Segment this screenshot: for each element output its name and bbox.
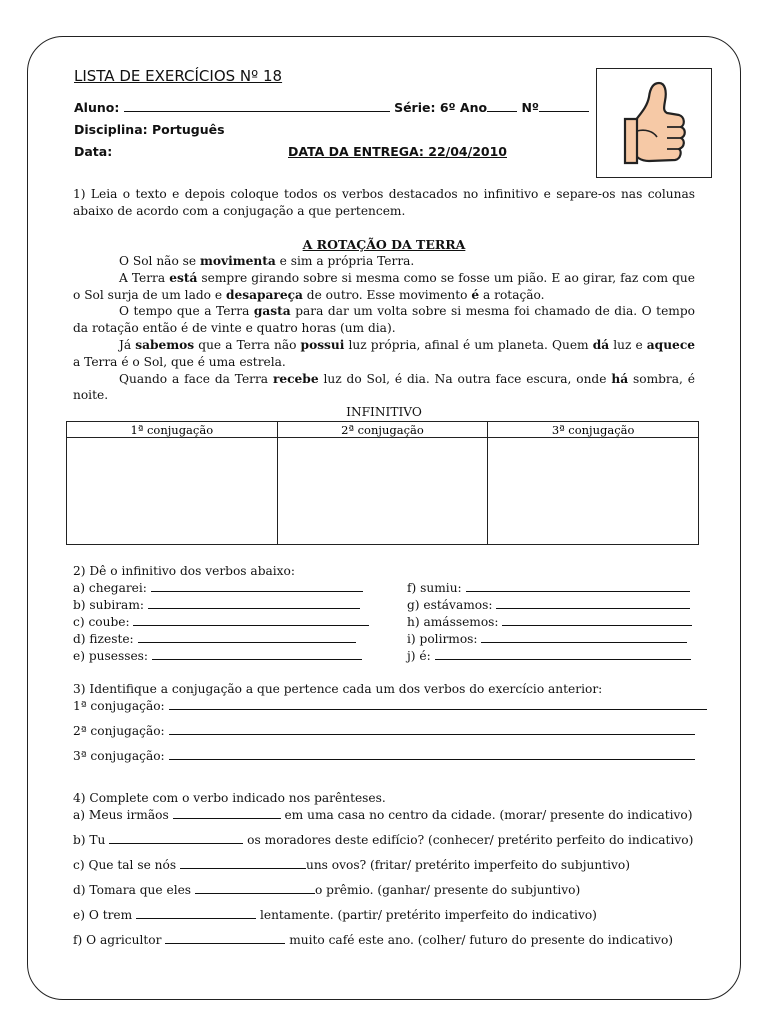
conjugation-table bbox=[66, 421, 699, 545]
text-paragraph: O tempo que a Terra gasta para dar um volta sobre si mesma foi chamado de dia. O tempo da rotação então é de vinte e quatro horas (um dia). bbox=[73, 304, 695, 336]
answer-line[interactable] bbox=[466, 581, 690, 592]
serie-label: Série: 6º Ano bbox=[394, 100, 488, 115]
answer-line[interactable] bbox=[165, 933, 285, 944]
q3-item bbox=[73, 698, 707, 714]
q2-item bbox=[407, 580, 690, 596]
text-paragraph: A Terra está sempre girando sobre si mesma como se fosse um pião. E ao girar, faz com que o Sol surja de um lado e desapareça de outro. Esse movimento é a rotação. bbox=[73, 270, 695, 302]
numero-label: Nº bbox=[521, 100, 539, 115]
q2-item bbox=[73, 648, 362, 664]
answer-line[interactable] bbox=[151, 581, 363, 592]
student-row bbox=[74, 100, 589, 115]
q4-suffix: lentamente. (partir/ pretérito imperfeito do indicativo) bbox=[259, 908, 597, 922]
q3-label: 2ª conjugação: bbox=[73, 724, 165, 738]
disciplina-row bbox=[74, 122, 225, 137]
column-1-area[interactable] bbox=[67, 438, 278, 545]
column-header-2: 2ª conjugação bbox=[277, 422, 488, 438]
disciplina-label: Disciplina: bbox=[74, 122, 148, 137]
answer-line[interactable] bbox=[502, 615, 692, 626]
q4-prefix: c) Que tal se nós bbox=[73, 858, 177, 872]
q3-label: 3ª conjugação: bbox=[73, 749, 165, 763]
column-2-area[interactable] bbox=[277, 438, 488, 545]
q4-suffix: uns ovos? (fritar/ pretérito imperfeito do subjuntivo) bbox=[305, 858, 630, 872]
answer-line[interactable] bbox=[138, 632, 356, 643]
delivery-date: DATA DA ENTREGA: 22/04/2010 bbox=[288, 144, 507, 159]
answer-line[interactable] bbox=[152, 649, 362, 660]
numero-field[interactable] bbox=[539, 100, 589, 112]
q2-label: c) coube: bbox=[73, 615, 130, 629]
data-label: Data: bbox=[74, 144, 113, 159]
thumbs-up-icon bbox=[597, 69, 711, 177]
q2-item bbox=[407, 614, 692, 630]
answer-line[interactable] bbox=[169, 749, 695, 760]
answer-line[interactable] bbox=[133, 615, 369, 626]
q4-item bbox=[73, 907, 597, 923]
q2-item bbox=[407, 631, 687, 647]
q2-label: a) chegarei: bbox=[73, 581, 147, 595]
q4-prefix: a) Meus irmãos bbox=[73, 808, 169, 822]
q3-item bbox=[73, 723, 695, 739]
aluno-field[interactable] bbox=[124, 100, 390, 112]
answer-line[interactable] bbox=[180, 858, 306, 869]
answer-line[interactable] bbox=[136, 908, 256, 919]
q2-label: i) polirmos: bbox=[407, 632, 478, 646]
q4-suffix: os moradores deste edifício? (conhecer/ pretérito perfeito do indicativo) bbox=[247, 833, 694, 847]
q4-item bbox=[73, 832, 693, 848]
answer-line[interactable] bbox=[148, 598, 360, 609]
answer-line[interactable] bbox=[173, 808, 281, 819]
q4-suffix: muito café este ano. (colher/ futuro do presente do indicativo) bbox=[289, 933, 674, 947]
q2-item bbox=[73, 597, 360, 613]
q4-suffix: em uma casa no centro da cidade. (morar/ presente do indicativo) bbox=[284, 808, 693, 822]
answer-line[interactable] bbox=[481, 632, 687, 643]
q3-label: 1ª conjugação: bbox=[73, 699, 165, 713]
answer-line[interactable] bbox=[169, 699, 707, 710]
q2-label: e) pusesses: bbox=[73, 649, 149, 663]
text-title: A ROTAÇÃO DA TERRA bbox=[302, 237, 466, 252]
q3-item bbox=[73, 748, 695, 764]
answer-line[interactable] bbox=[109, 833, 243, 844]
q4-instruction: 4) Complete com o verbo indicado nos parênteses. bbox=[73, 791, 386, 805]
q2-label: b) subiram: bbox=[73, 598, 144, 612]
q2-label: d) fizeste: bbox=[73, 632, 134, 646]
q2-item bbox=[73, 614, 369, 630]
reading-text bbox=[73, 253, 695, 404]
text-paragraph: Quando a face da Terra recebe luz do Sol, é dia. Na outra face escura, onde há sombra, é noite. bbox=[73, 371, 695, 403]
q2-label: f) sumiu: bbox=[407, 581, 462, 595]
q3-instruction: 3) Identifique a conjugação a que pertence cada um dos verbos do exercício anterior: bbox=[73, 682, 603, 696]
column-header-3: 3ª conjugação bbox=[488, 422, 699, 438]
aluno-label: Aluno: bbox=[74, 100, 120, 115]
column-header-1: 1ª conjugação bbox=[67, 422, 278, 438]
q2-label: h) amássemos: bbox=[407, 615, 499, 629]
q4-item bbox=[73, 807, 693, 823]
q4-prefix: f) O agricultor bbox=[73, 933, 162, 947]
q4-suffix: o prêmio. (ganhar/ presente do subjuntivo) bbox=[314, 883, 581, 897]
text-paragraph: O Sol não se movimenta e sim a própria Terra. bbox=[119, 254, 415, 268]
answer-line[interactable] bbox=[435, 649, 691, 660]
q2-item bbox=[407, 597, 690, 613]
thumbnail-frame bbox=[596, 68, 712, 178]
text-paragraph: Já sabemos que a Terra não possui luz própria, afinal é um planeta. Quem dá luz e aquece a Terra é o Sol, que é uma estrela. bbox=[73, 337, 695, 369]
disciplina-value: Português bbox=[152, 122, 225, 137]
q4-prefix: b) Tu bbox=[73, 833, 106, 847]
q2-label: j) é: bbox=[407, 649, 431, 663]
q2-item bbox=[407, 648, 691, 664]
column-3-area[interactable] bbox=[488, 438, 699, 545]
q4-item bbox=[73, 857, 630, 873]
q4-prefix: d) Tomara que eles bbox=[73, 883, 192, 897]
q1-instruction: 1) Leia o texto e depois coloque todos os verbos destacados no infinitivo e separe-os nas colunas abaixo de acordo com a conjugação a que pertencem. bbox=[73, 187, 695, 218]
answer-line[interactable] bbox=[195, 883, 315, 894]
q2-instruction: 2) Dê o infinitivo dos verbos abaixo: bbox=[73, 564, 295, 578]
serie-field[interactable] bbox=[487, 100, 517, 112]
answer-line[interactable] bbox=[496, 598, 690, 609]
q2-label: g) estávamos: bbox=[407, 598, 493, 612]
infinitivo-label: INFINITIVO bbox=[346, 405, 422, 419]
answer-line[interactable] bbox=[169, 724, 695, 735]
q4-item bbox=[73, 932, 673, 948]
page-title: LISTA DE EXERCÍCIOS Nº 18 bbox=[74, 67, 283, 85]
q2-item bbox=[73, 580, 363, 596]
q2-item bbox=[73, 631, 356, 647]
q4-prefix: e) O trem bbox=[73, 908, 133, 922]
q4-item bbox=[73, 882, 580, 898]
